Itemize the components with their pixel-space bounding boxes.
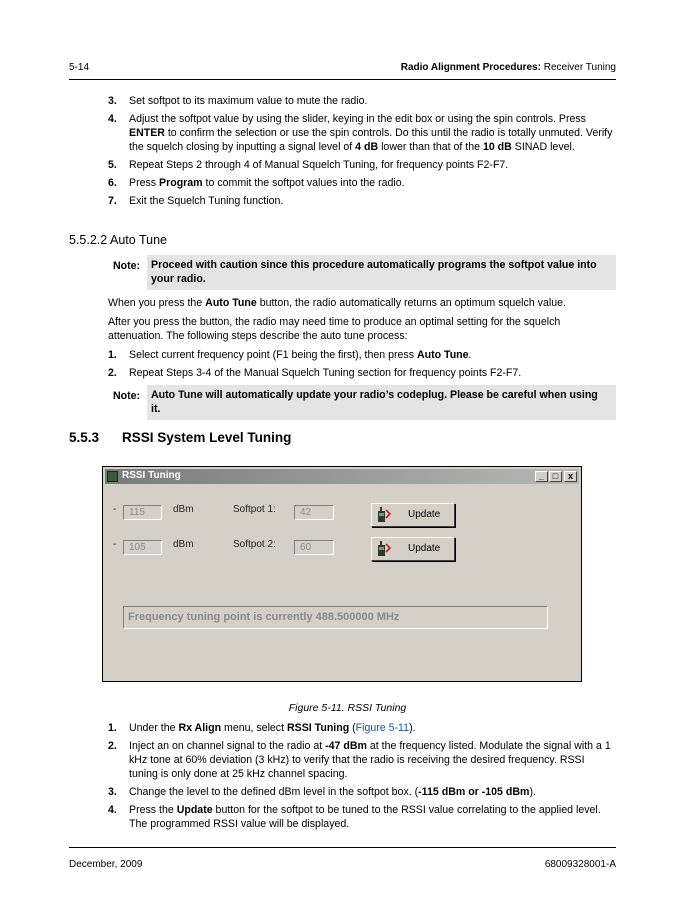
auto-tune-paragraph-2: After you press the button, the radio may need time to produce an optimal setting for the squelch attenuation. The following steps describe the auto tune process: <box>108 316 561 342</box>
note-text: Auto Tune will automatically update your radio’s codeplug. Please be careful when using it. <box>147 385 616 420</box>
section-title: Radio Alignment Procedures: Receiver Tuning <box>400 62 616 73</box>
list-item-text: Select current frequency point (F1 being the first), then press Auto Tune. <box>129 349 472 361</box>
page-number: 5-14 <box>69 62 90 73</box>
rssi-tuning-window <box>102 466 582 682</box>
list-item-number: 7. <box>108 195 117 207</box>
list-item-text: Set softpot to its maximum value to mute the radio. <box>129 95 368 107</box>
list-item <box>108 721 616 735</box>
list-item-number: 5. <box>108 159 117 171</box>
app-icon <box>107 471 118 482</box>
list-item-text: Repeat Steps 3-4 of the Manual Squelch Tuning section for frequency points F2-F7. <box>129 367 522 379</box>
list-item-text: Inject an on channel signal to the radio at -47 dBm at the frequency listed. Modulate the signal with a 1 kHz tone at 60% deviation (3 kHz) to verify that the radio is receiving the desired frequency. RSSI tuning is only done at 25 kHz channel spacing. <box>129 740 611 780</box>
list-item-number: 6. <box>108 177 117 189</box>
dbm-level-2-field: 105 <box>123 540 162 555</box>
squelch-steps-list <box>108 94 616 212</box>
figure-caption: Figure 5-11. RSSI Tuning <box>288 702 407 714</box>
footer-doc-number: 68009328001-A <box>544 859 616 870</box>
list-item-text: Press Program to commit the softpot values into the radio. <box>129 177 405 189</box>
softpot-1-value-field[interactable]: 42 <box>294 505 334 520</box>
dbm-level-1-field: 115 <box>123 505 162 520</box>
list-item <box>108 785 616 799</box>
rssi-steps-list <box>108 721 616 835</box>
softpot-2-value-field[interactable]: 60 <box>294 540 334 555</box>
list-item-number: 3. <box>108 95 117 107</box>
note-label: Note: <box>113 260 141 272</box>
update-button-label: Update <box>408 509 441 520</box>
footer-date: December, 2009 <box>69 859 143 870</box>
list-item-number: 2. <box>108 367 117 379</box>
list-item-text: Under the Rx Align menu, select RSSI Tuning (Figure 5-11). <box>129 722 416 734</box>
minus-sign: - <box>113 504 117 515</box>
dbm-unit-label: dBm <box>173 539 194 550</box>
list-item <box>108 739 616 781</box>
auto-tune-heading: 5.5.2.2 Auto Tune <box>69 233 167 247</box>
footer-rule <box>69 847 616 848</box>
list-item <box>108 348 616 362</box>
close-button[interactable]: x <box>564 471 577 482</box>
minimize-button[interactable]: _ <box>535 471 548 482</box>
note-caution <box>108 255 616 290</box>
rssi-heading: 5.5.3 RSSI System Level Tuning <box>69 430 292 445</box>
radio-update-icon <box>377 541 391 557</box>
list-item-number: 1. <box>108 349 117 361</box>
radio-update-icon <box>377 507 391 523</box>
softpot-2-label: Softpot 2: <box>233 539 276 550</box>
list-item <box>108 112 616 154</box>
list-item <box>108 803 616 831</box>
update-button-2[interactable] <box>371 537 455 561</box>
header-rule <box>69 79 616 80</box>
list-item-number: 4. <box>108 804 117 816</box>
list-item <box>108 94 616 108</box>
auto-tune-steps-list <box>108 348 616 384</box>
softpot-1-label: Softpot 1: <box>233 504 276 515</box>
list-item-text: Repeat Steps 2 through 4 of Manual Squelch Tuning, for frequency points F2-F7. <box>129 159 509 171</box>
list-item-number: 3. <box>108 786 117 798</box>
update-button-1[interactable] <box>371 503 455 527</box>
list-item-text: Press the Update button for the softpot to be tuned to the RSSI value correlating to the applied level. The programmed RSSI value will be displayed. <box>129 804 601 830</box>
note-label: Note: <box>113 390 141 402</box>
note-text: Proceed with caution since this procedure automatically programs the softpot value into your radio. <box>147 255 616 290</box>
list-item-number: 2. <box>108 740 117 752</box>
list-item-text: Exit the Squelch Tuning function. <box>129 195 284 207</box>
status-field: Frequency tuning point is currently 488.500000 MHz <box>123 606 548 629</box>
auto-tune-paragraph-1: When you press the Auto Tune button, the radio automatically returns an optimum squelch value. <box>108 297 566 309</box>
window-title: RSSI Tuning <box>122 470 181 481</box>
list-item <box>108 366 616 380</box>
update-button-label: Update <box>408 543 441 554</box>
list-item <box>108 176 616 190</box>
list-item <box>108 158 616 172</box>
list-item-number: 4. <box>108 113 117 125</box>
note-codeplug <box>108 385 616 420</box>
minus-sign: - <box>113 539 117 550</box>
dbm-unit-label: dBm <box>173 504 194 515</box>
window-titlebar[interactable] <box>105 469 579 484</box>
list-item-text: Adjust the softpot value by using the slider, keying in the edit box or using the spin controls. Press ENTER to confirm the selection or use the spin controls. Do this until the radio is totally unmuted. Verify the squelch closing by inputting a signal level of 4 dB lower than that of the 10 dB SINAD level. <box>129 113 613 153</box>
maximize-button[interactable]: □ <box>549 471 562 482</box>
list-item <box>108 194 616 208</box>
list-item-text: Change the level to the defined dBm level in the softpot box. (-115 dBm or -105 dBm). <box>129 786 536 798</box>
list-item-number: 1. <box>108 722 117 734</box>
